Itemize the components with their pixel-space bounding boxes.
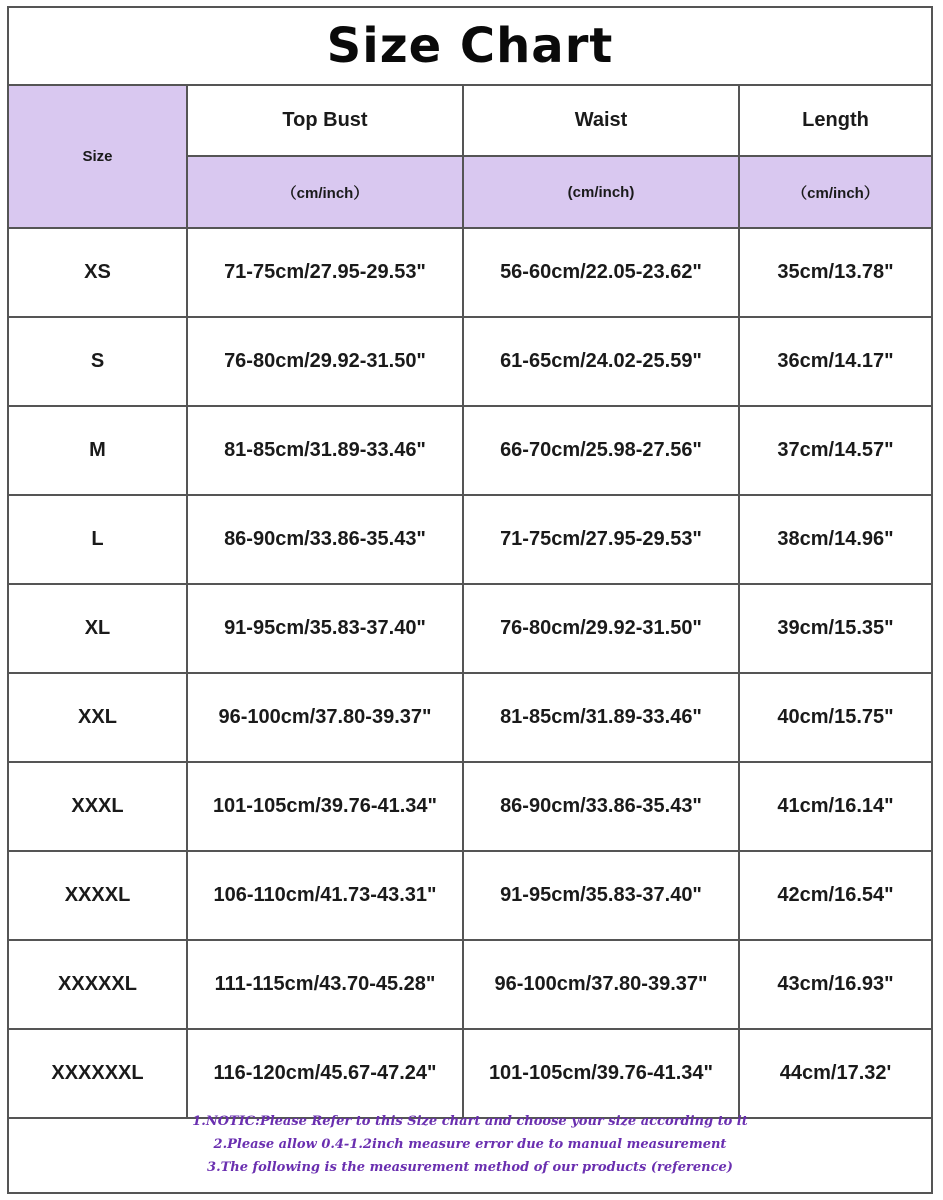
waist-cell: 86-90cm/33.86-35.43" <box>463 762 739 851</box>
length-cell: 41cm/16.14" <box>739 762 931 851</box>
waist-cell: 76-80cm/29.92-31.50" <box>463 584 739 673</box>
length-cell: 43cm/16.93" <box>739 940 931 1029</box>
size-cell: XXXL <box>9 762 187 851</box>
size-cell: XS <box>9 228 187 317</box>
table-row <box>9 940 931 1029</box>
top-bust-cell: 116-120cm/45.67-47.24" <box>187 1029 463 1118</box>
waist-cell: 56-60cm/22.05-23.62" <box>463 228 739 317</box>
top-bust-cell: 106-110cm/41.73-43.31" <box>187 851 463 940</box>
note-line: 2.Please allow 0.4-1.2inch measure error due to manual measurement <box>213 1137 727 1152</box>
size-cell: XXL <box>9 673 187 762</box>
waist-cell: 61-65cm/24.02-25.59" <box>463 317 739 406</box>
length-cell: 36cm/14.17" <box>739 317 931 406</box>
length-cell: 37cm/14.57" <box>739 406 931 495</box>
size-cell: XL <box>9 584 187 673</box>
size-cell: XXXXXXL <box>9 1029 187 1118</box>
waist-header: Waist <box>463 86 739 156</box>
table-row <box>9 1029 931 1118</box>
top-bust-cell: 111-115cm/43.70-45.28" <box>187 940 463 1029</box>
top-bust-cell: 76-80cm/29.92-31.50" <box>187 317 463 406</box>
length-cell: 44cm/17.32' <box>739 1029 931 1118</box>
waist-cell: 96-100cm/37.80-39.37" <box>463 940 739 1029</box>
size-chart-frame <box>7 6 933 1194</box>
top-bust-cell: 91-95cm/35.83-37.40" <box>187 584 463 673</box>
notes-section <box>9 1106 931 1192</box>
waist-cell: 66-70cm/25.98-27.56" <box>463 406 739 495</box>
table-row <box>9 495 931 584</box>
length-cell: 40cm/15.75" <box>739 673 931 762</box>
length-cell: 35cm/13.78" <box>739 228 931 317</box>
length-cell: 38cm/14.96" <box>739 495 931 584</box>
waist-unit: (cm/inch) <box>463 156 739 228</box>
size-table <box>9 86 931 1119</box>
waist-cell: 71-75cm/27.95-29.53" <box>463 495 739 584</box>
size-cell: M <box>9 406 187 495</box>
length-header: Length <box>739 86 931 156</box>
size-cell: XXXXL <box>9 851 187 940</box>
size-cell: L <box>9 495 187 584</box>
top-bust-cell: 96-100cm/37.80-39.37" <box>187 673 463 762</box>
top-bust-cell: 81-85cm/31.89-33.46" <box>187 406 463 495</box>
length-cell: 39cm/15.35" <box>739 584 931 673</box>
table-row <box>9 406 931 495</box>
length-unit: （cm/inch） <box>739 156 931 228</box>
waist-cell: 91-95cm/35.83-37.40" <box>463 851 739 940</box>
table-row <box>9 673 931 762</box>
top-bust-header: Top Bust <box>187 86 463 156</box>
table-row <box>9 317 931 406</box>
table-row <box>9 762 931 851</box>
top-bust-unit: （cm/inch） <box>187 156 463 228</box>
top-bust-cell: 86-90cm/33.86-35.43" <box>187 495 463 584</box>
top-bust-cell: 71-75cm/27.95-29.53" <box>187 228 463 317</box>
note-line: 1.NOTIC:Please Refer to this Size chart and choose your size according to it <box>192 1114 748 1129</box>
length-cell: 42cm/16.54" <box>739 851 931 940</box>
table-row <box>9 228 931 317</box>
note-line: 3.The following is the measurement method of our products (reference) <box>207 1160 733 1175</box>
size-column-header: Size <box>9 86 187 228</box>
size-cell: XXXXXL <box>9 940 187 1029</box>
top-bust-cell: 101-105cm/39.76-41.34" <box>187 762 463 851</box>
waist-cell: 81-85cm/31.89-33.46" <box>463 673 739 762</box>
size-cell: S <box>9 317 187 406</box>
table-row <box>9 851 931 940</box>
table-row <box>9 584 931 673</box>
page-title: Size Chart <box>9 8 931 86</box>
header-row <box>9 86 931 156</box>
waist-cell: 101-105cm/39.76-41.34" <box>463 1029 739 1118</box>
